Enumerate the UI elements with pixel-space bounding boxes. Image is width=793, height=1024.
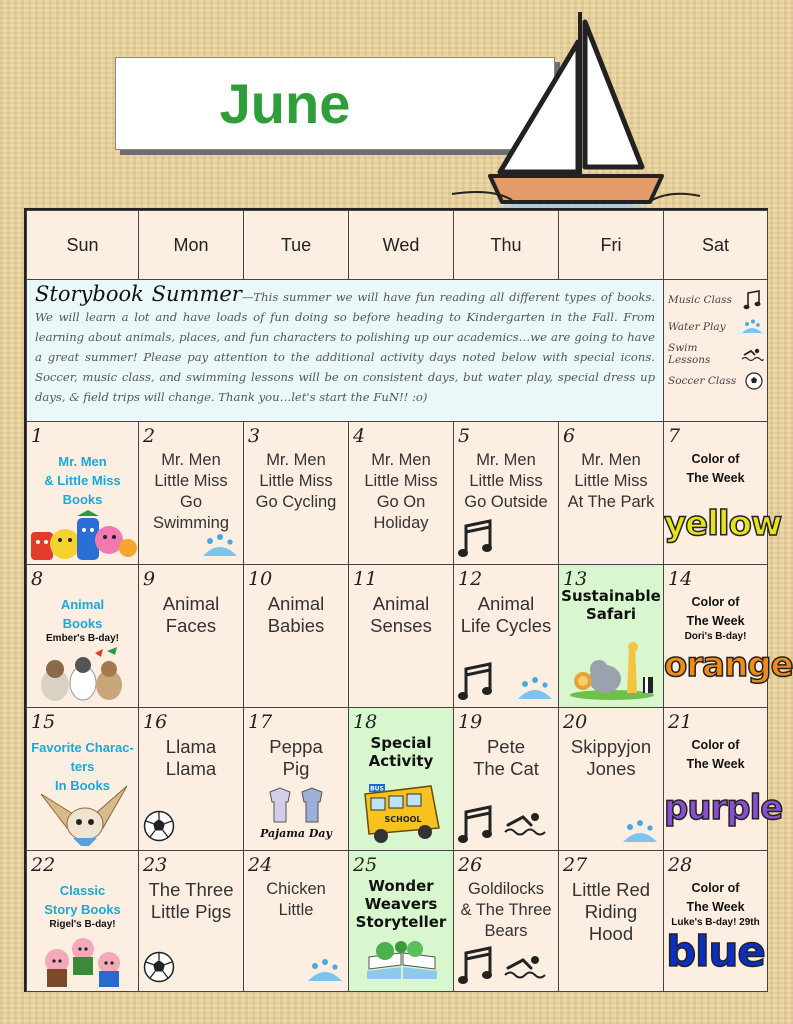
day-number: 25 <box>353 854 378 876</box>
header-sat <box>663 210 768 280</box>
day-cell-18 <box>348 707 454 851</box>
color-word-yellow: yellow <box>664 504 782 544</box>
three-little-pigs-icon <box>37 931 129 989</box>
day-cell-6 <box>558 421 664 565</box>
day-theme: Mr. Men Little Miss At The Park <box>567 451 655 511</box>
day-number: 1 <box>31 425 44 447</box>
day-name: Mon <box>173 234 209 255</box>
intro-title: Storybook Summer <box>35 282 242 306</box>
header-mon <box>138 210 244 280</box>
color-word-purple: purple <box>664 788 783 828</box>
intro-body: —This summer we will have fun reading all different types of books. We will learn a lot and have loads of fun doing so before heading to Kindergarten in the Fall. From learning about animals, places, and fun characters to polishing up our academics…we are going to have a great summer! Please pay attention to the additional activity days noted below with special icons. Soccer, music class, and swimming lessons will be on consistent days, but water play, special dress up days, & field trips will change. Thank you…let's start the FuN!! :o) <box>35 290 655 404</box>
color-of-week-label: Color of The Week <box>686 881 745 914</box>
day-cell-1 <box>26 421 139 565</box>
color-of-week-label: Color of The Week <box>686 452 745 485</box>
day-number: 9 <box>143 568 156 590</box>
music-note-icon <box>458 802 496 844</box>
day-theme: Mr. Men Little Miss Go On Holiday <box>364 451 438 532</box>
birthday-note: Dori's B-day! <box>684 631 747 642</box>
soccer-ball-icon <box>143 951 175 983</box>
bus-school-text: SCHOOL <box>384 815 422 824</box>
day-cell-5 <box>453 421 559 565</box>
day-number: 19 <box>458 711 483 733</box>
water-splash-icon <box>741 319 763 335</box>
header-fri <box>558 210 664 280</box>
day-theme: Animal Babies <box>267 593 325 636</box>
bus-sign-text: BUS <box>370 785 384 793</box>
day-theme: Chicken Little <box>266 880 326 919</box>
day-number: 18 <box>353 711 378 733</box>
sailboat-icon <box>452 12 702 238</box>
day-cell-25 <box>348 850 454 992</box>
day-number: 13 <box>563 568 588 590</box>
birthday-note: Ember's B-day! <box>46 633 119 644</box>
day-number: 11 <box>353 568 378 590</box>
pajamas-icon <box>266 786 328 824</box>
day-theme: Classic Story Books <box>44 883 121 917</box>
legend-label: Music Class <box>668 293 732 306</box>
day-cell-28 <box>663 850 768 992</box>
music-note-icon <box>743 289 763 311</box>
day-cell-15 <box>26 707 139 851</box>
header-thu <box>453 210 559 280</box>
day-number: 4 <box>353 425 366 447</box>
day-number: 7 <box>668 425 681 447</box>
day-theme: Skippyjon Jones <box>570 736 652 779</box>
music-note-icon <box>458 943 496 985</box>
day-cell-2 <box>138 421 244 565</box>
day-name: Tue <box>280 234 312 255</box>
day-theme: Sustainable Safari <box>561 587 661 623</box>
color-word-blue: blue <box>666 927 765 976</box>
day-number: 12 <box>458 568 483 590</box>
day-name: Fri <box>600 234 622 255</box>
day-cell-27 <box>558 850 664 992</box>
school-bus-icon <box>359 780 443 844</box>
day-number: 21 <box>668 711 693 733</box>
calendar-grid <box>24 208 793 992</box>
water-splash-icon <box>201 532 239 558</box>
animals-group-icon <box>37 647 129 703</box>
day-theme: Favorite Charac- ters In Books <box>31 740 134 793</box>
music-note-icon <box>458 516 496 558</box>
day-cell-11 <box>348 564 454 708</box>
activity-legend <box>663 279 768 422</box>
day-number: 27 <box>563 854 588 876</box>
day-name: Sat <box>701 234 730 255</box>
day-number: 24 <box>248 854 273 876</box>
day-theme: Peppa Pig <box>269 736 323 779</box>
day-number: 8 <box>31 568 44 590</box>
soccer-ball-icon <box>143 810 175 842</box>
day-cell-13 <box>558 564 664 708</box>
month-title: June <box>219 72 351 135</box>
legend-label: Soccer Class <box>668 374 737 387</box>
day-cell-14 <box>663 564 793 708</box>
day-theme: Pete The Cat <box>473 736 539 779</box>
day-cell-8 <box>26 564 139 708</box>
mr-men-characters-icon <box>29 510 137 562</box>
day-theme: Animal Senses <box>370 593 432 636</box>
day-number: 22 <box>31 854 56 876</box>
color-word-orange: orange <box>664 645 793 685</box>
day-number: 16 <box>143 711 168 733</box>
pajama-day-label: Pajama Day <box>260 827 332 840</box>
birthday-note: Rigel's B-day! <box>49 919 116 930</box>
day-theme: Mr. Men & Little Miss Books <box>44 454 121 507</box>
safari-animals-icon <box>567 639 657 701</box>
day-cell-16 <box>138 707 244 851</box>
day-cell-4 <box>348 421 454 565</box>
day-number: 20 <box>563 711 588 733</box>
day-cell-23 <box>138 850 244 992</box>
water-splash-icon <box>306 957 344 983</box>
water-splash-icon <box>621 818 659 844</box>
day-cell-20 <box>558 707 664 851</box>
day-theme: Llama Llama <box>165 736 217 779</box>
day-cell-24 <box>243 850 349 992</box>
day-number: 14 <box>668 568 693 590</box>
day-theme: Mr. Men Little Miss Go Outside <box>464 451 548 511</box>
chihuahua-character-icon <box>37 784 131 846</box>
swimmer-icon <box>504 810 546 836</box>
color-of-week-label: Color of The Week <box>686 595 745 628</box>
day-theme: Animal Books <box>60 597 105 631</box>
legend-row-swim <box>668 340 763 367</box>
swimmer-icon <box>741 347 763 361</box>
header-sun <box>26 210 139 280</box>
day-number: 17 <box>248 711 273 733</box>
day-cell-26 <box>453 850 559 992</box>
day-cell-10 <box>243 564 349 708</box>
day-name: Sun <box>66 234 99 255</box>
header-wed <box>348 210 454 280</box>
day-theme: The Three Little Pigs <box>148 879 234 922</box>
day-number: 26 <box>458 854 483 876</box>
swimmer-icon <box>504 953 546 979</box>
color-of-week-label: Color of The Week <box>686 738 745 771</box>
day-theme: Mr. Men Little Miss Go Swimming <box>152 451 230 532</box>
music-note-icon <box>458 659 496 701</box>
day-cell-22 <box>26 850 139 992</box>
day-number: 5 <box>458 425 471 447</box>
legend-label: Water Play <box>668 320 726 333</box>
legend-label: Swim Lessons <box>668 341 711 366</box>
day-name: Thu <box>490 234 522 255</box>
day-number: 6 <box>563 425 576 447</box>
day-number: 28 <box>668 854 693 876</box>
day-theme: Animal Life Cycles <box>460 593 552 636</box>
day-theme: Goldilocks & The Three Bears <box>460 880 552 940</box>
day-theme: Special Activity <box>368 734 434 770</box>
day-number: 10 <box>248 568 273 590</box>
day-cell-21 <box>663 707 783 851</box>
day-theme: Wonder Weavers Storyteller <box>355 877 447 931</box>
soccer-ball-icon <box>745 372 763 390</box>
day-cell-7 <box>663 421 782 565</box>
water-splash-icon <box>516 675 554 701</box>
birthday-note: Luke's B-day! 29th <box>671 917 760 928</box>
day-cell-12 <box>453 564 559 708</box>
intro-paragraph <box>35 284 655 407</box>
day-cell-19 <box>453 707 559 851</box>
legend-row-water <box>668 313 763 340</box>
day-name: Wed <box>382 234 420 255</box>
header-tue <box>243 210 349 280</box>
legend-row-music <box>668 286 763 313</box>
legend-row-soccer <box>668 367 763 394</box>
intro-panel <box>26 279 664 422</box>
day-number: 23 <box>143 854 168 876</box>
day-theme: Mr. Men Little Miss Go Cycling <box>255 451 337 511</box>
day-theme: Little Red Riding Hood <box>571 879 651 944</box>
day-number: 3 <box>248 425 261 447</box>
day-cell-9 <box>138 564 244 708</box>
day-number: 2 <box>143 425 156 447</box>
day-theme: Animal Faces <box>162 593 220 636</box>
storybook-icon <box>363 941 441 981</box>
day-cell-3 <box>243 421 349 565</box>
day-cell-17 <box>243 707 349 851</box>
day-number: 15 <box>31 711 56 733</box>
